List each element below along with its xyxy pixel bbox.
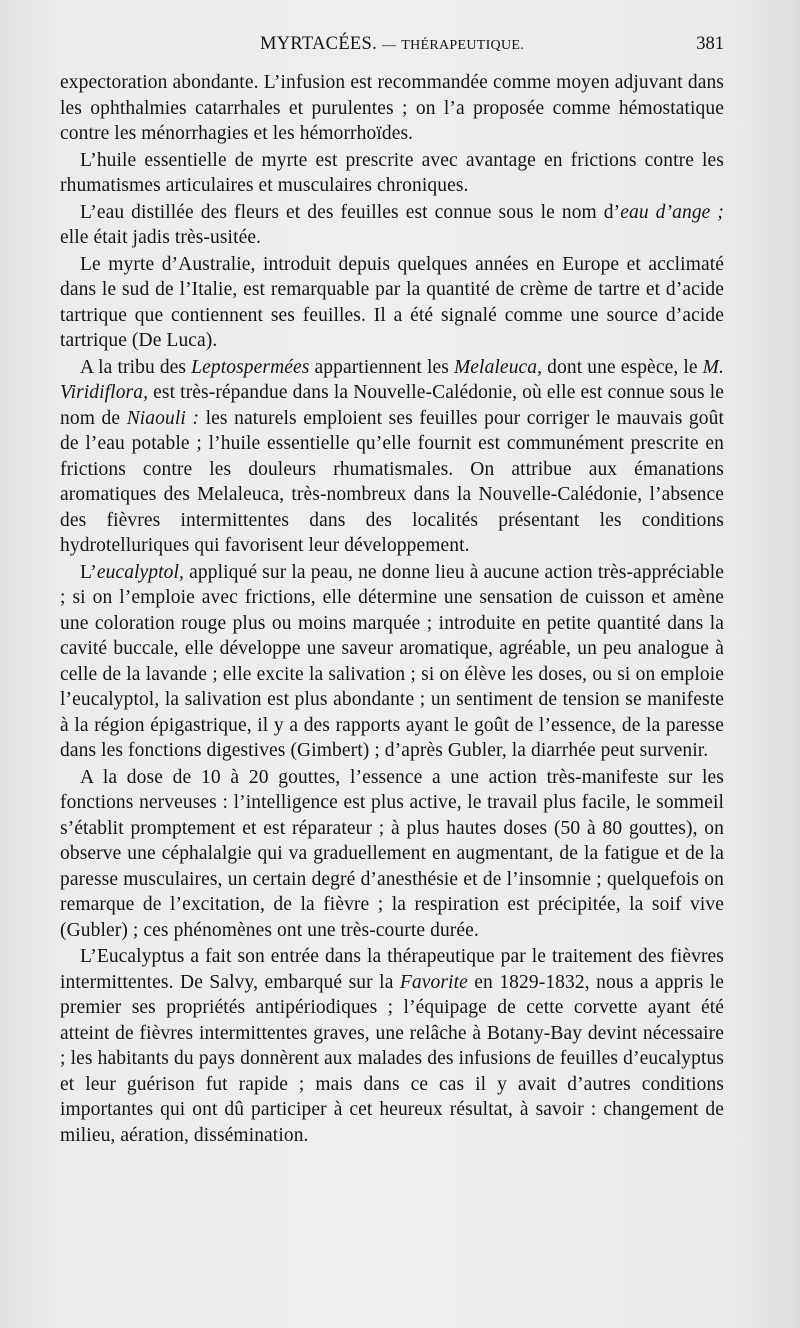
paragraph-text: A la dose de 10 à 20 gouttes, l’essence a une action très-manifeste sur les fonctions nerveuses : l’intelligence est plus active, le travail plus facile, le sommeil s’établit promptement et est réparateur ; à plus hautes doses (50 à 80 gouttes), on observe une céphalalgie qui va graduellement en augmentant, de la fatigue et de la paresse musculaires, un certain degré d’anesthésie et de l’insomnie ; quelquefois on remarque de l’excitation, de la fièvre ; la respiration est précipitée, la soif vive (Gubler) ; ces phénomènes ont une très-courte durée. <box>60 766 724 941</box>
paragraph-text: L’eau distillée des fleurs et des feuilles est connue sous le nom d’ <box>80 201 621 223</box>
page-body <box>60 70 724 1148</box>
paragraph-eucalyptol <box>60 560 724 764</box>
running-head-subtitle: THÉRAPEUTIQUE. <box>401 38 525 53</box>
paragraph-text: en 1829-1832, nous a appris le premier ses propriétés antipériodiques ; l’équipage de cette corvette ayant été atteint de fièvres intermittentes graves, une relâche à Botany-Bay devint nécessaire ; les habitants du pays donnèrent aux malades des infusions de feuilles d’eucalyptus et leur guérison fut rapide ; mais dans ce cas il y avait d’autres conditions importantes qui ont dû participer à cet heureux résultat, à savoir : changement de milieu, aération, dissémination. <box>60 971 724 1146</box>
running-head-title: MYRTACÉES. <box>259 34 378 54</box>
page-number: 381 <box>696 34 724 54</box>
paragraph-text: L’Eucalyptus a fait son entrée dans la thérapeutique par le traitement des fièvres intermittentes. De Salvy, embarqué sur la <box>60 946 724 993</box>
paragraph-myrte-australie <box>60 252 724 354</box>
paragraph-text: les naturels emploient ses feuilles pour corriger le mauvais goût de l’eau potable ; l’huile essentielle qu’elle fournit est communément prescrite en frictions contre les douleurs rhumatismales. On attribue aux émanations aromatiques des Melaleuca, très-nombreux dans la Nouvelle-Calédonie, l’absence des fièvres intermittentes dans des localités présentant les conditions hydrotelluriques qui favorisent leur développement. <box>60 407 725 556</box>
italic-term: eucalyptol, <box>96 561 185 583</box>
italic-term: Melaleuca, <box>453 356 543 378</box>
paragraph-text: est très-répandue dans la Nouvelle-Calédonie, où elle est connue sous le nom de <box>60 382 724 429</box>
italic-term: M. Viridiflora, <box>60 356 724 403</box>
running-head <box>60 34 724 55</box>
paragraph-text: appliqué sur la peau, ne donne lieu à aucune action très-appréciable ; si on l’emploie avec frictions, elle détermine une sensation de cuisson et amène une coloration rouge plus ou moins marquée ; introduite en petite quantité dans la cavité buccale, elle développe une saveur aromatique, agréable, un peu analogue à celle de la lavande ; elle excite la salivation ; si on élève les doses, ou si on emploie l’eucalyptol, la salivation est plus abondante ; un sentiment de tension se manifeste à la région épigastrique, il y a des rapports ayant le goût de l’essence, de la paresse dans les fonctions digestives (Gimbert) ; d’après Gubler, la diarrhée peut survenir. <box>60 561 724 761</box>
paragraph-dose-gouttes <box>60 765 724 944</box>
italic-term: Favorite <box>399 971 468 993</box>
paragraph-text: L’ <box>80 561 97 583</box>
paragraph-eau-distillee <box>60 200 724 251</box>
paragraph-text: elle était jadis très-usitée. <box>60 227 262 248</box>
italic-term: Leptospermées <box>191 356 310 378</box>
page-header <box>60 34 724 64</box>
paragraph-leptospermees <box>60 355 724 559</box>
paragraph-expectoration <box>60 70 724 147</box>
paragraph-text: expectoration abondante. L’infusion est recommandée comme moyen adjuvant dans les ophthalmies catarrhales et purulentes ; on l’a proposée comme hémostatique contre les ménorrhagies et les hémorrhoïdes. <box>60 72 724 144</box>
italic-term: Niaouli : <box>126 407 200 429</box>
paragraph-text: L’huile essentielle de myrte est prescrite avec avantage en frictions contre les rhumatismes articulaires et musculaires chroniques. <box>60 149 724 196</box>
paragraph-huile-myrte <box>60 148 724 199</box>
paragraph-eucalyptus-therapeutique <box>60 944 724 1148</box>
running-head-separator: — <box>381 38 397 53</box>
paragraph-text: A la tribu des <box>80 356 192 378</box>
paragraph-text: Le myrte d’Australie, introduit depuis quelques années en Europe et acclimaté dans le sud de l’Italie, est remarquable par la quantité de crème de tartre et d’acide tartrique que contiennent ses feuilles. Il a été signalé comme une source d’acide tartrique (De Luca). <box>60 253 724 351</box>
paragraph-text: appartiennent les <box>309 356 454 378</box>
italic-term: eau d’ange ; <box>620 201 725 223</box>
paragraph-text: dont une espèce, le <box>542 356 703 378</box>
